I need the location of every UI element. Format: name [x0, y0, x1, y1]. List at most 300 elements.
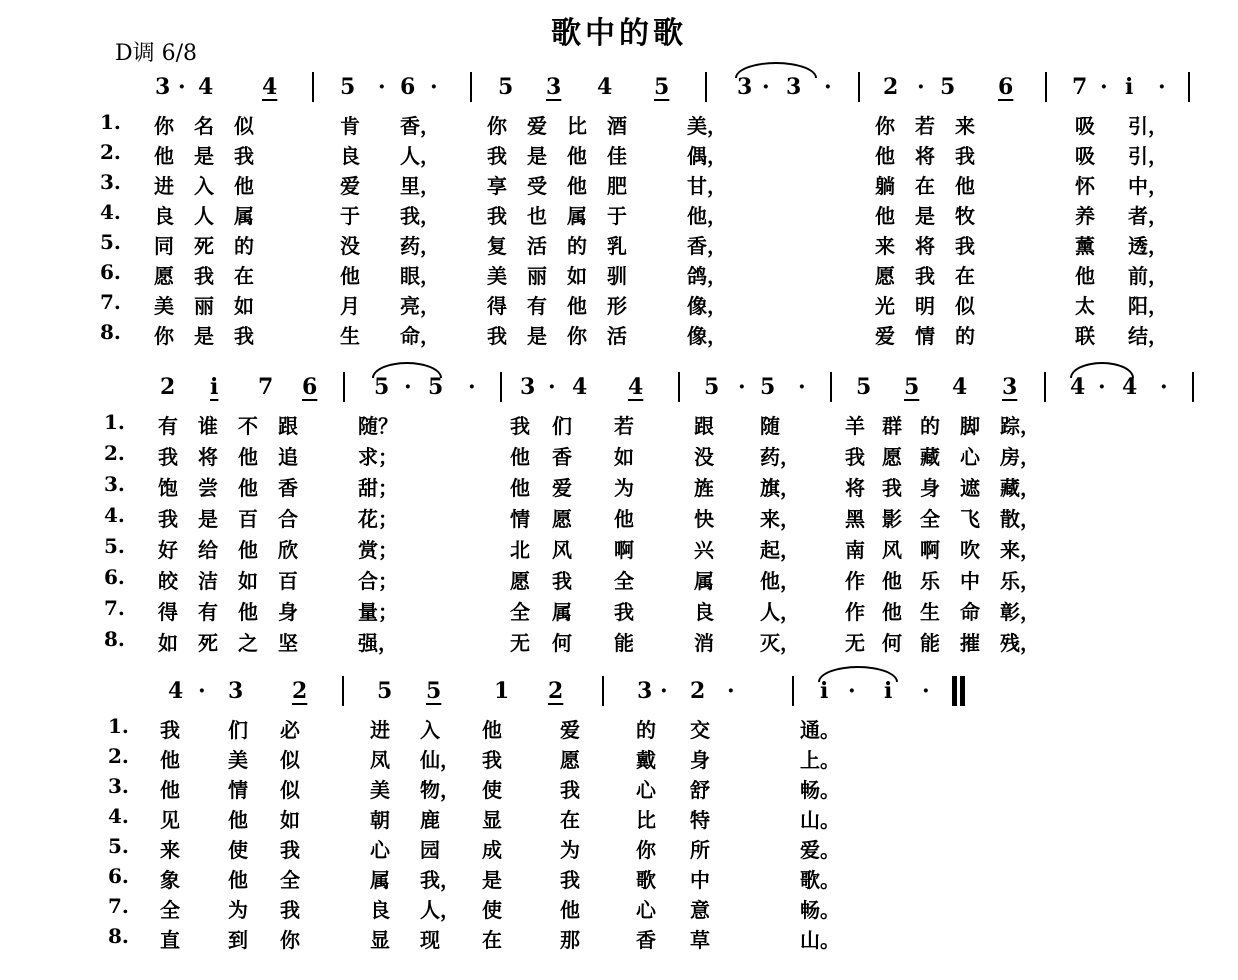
lyric-char: 将 — [915, 234, 935, 258]
lyric-char: 追 — [278, 445, 298, 469]
lyric-char: 使 — [228, 838, 248, 862]
note: 5 — [377, 678, 393, 704]
duration-dot: · — [922, 678, 930, 704]
tie-slur — [1070, 362, 1134, 378]
lyric-char: 明 — [915, 294, 935, 318]
notation-line-3 — [0, 678, 1238, 706]
lyric-line — [0, 410, 1238, 438]
lyric-line — [0, 894, 1238, 922]
lyric-char: 他 — [560, 898, 580, 922]
lyric-char: 愿 — [875, 264, 895, 288]
lyric-char: 像， — [687, 294, 727, 318]
lyric-char: 啊 — [614, 538, 634, 562]
duration-dot: · — [468, 374, 476, 400]
verse-number: 3. — [104, 472, 125, 496]
lyric-char: 命 — [960, 600, 980, 624]
verse-number: 1. — [100, 110, 121, 134]
verse-number: 1. — [108, 714, 129, 738]
lyric-char: 佳 — [607, 144, 627, 168]
note: 5 — [940, 74, 956, 100]
lyric-char: 乐， — [1000, 569, 1040, 593]
lyric-char: 风 — [882, 538, 902, 562]
lyric-char: 我 — [955, 234, 975, 258]
lyric-char: 我 — [234, 144, 254, 168]
lyric-char: 使 — [482, 778, 502, 802]
lyric-char: 脚 — [960, 414, 980, 438]
lyric-char: 跟 — [694, 414, 714, 438]
lyric-char: 他 — [482, 718, 502, 742]
lyric-line — [0, 200, 1238, 228]
lyric-char: 他 — [228, 808, 248, 832]
lyric-char: 似 — [234, 114, 254, 138]
lyric-char: 的 — [234, 234, 254, 258]
lyric-char: 如 — [234, 294, 254, 318]
lyric-line — [0, 290, 1238, 318]
verse-number: 6. — [104, 565, 125, 589]
lyric-char: 为 — [228, 898, 248, 922]
verse-number: 8. — [104, 627, 125, 651]
lyric-char: 人， — [400, 144, 440, 168]
lyric-char: 情 — [228, 778, 248, 802]
lyric-char: 影 — [882, 507, 902, 531]
lyric-char: 美 — [228, 748, 248, 772]
lyric-line — [0, 924, 1238, 952]
lyric-char: 是 — [527, 324, 547, 348]
lyric-char: 属 — [694, 569, 714, 593]
lyric-line — [0, 834, 1238, 862]
lyric-char: 得 — [487, 294, 507, 318]
lyric-char: 乳 — [607, 234, 627, 258]
lyric-char: 甘， — [687, 174, 727, 198]
lyric-char: 偶， — [687, 144, 727, 168]
lyric-char: 风 — [552, 538, 572, 562]
lyric-char: 坚 — [278, 631, 298, 655]
lyric-char: 活 — [607, 324, 627, 348]
lyric-char: 名 — [194, 114, 214, 138]
lyric-char: 为 — [614, 476, 634, 500]
note: 6 — [400, 74, 416, 100]
lyric-char: 使 — [482, 898, 502, 922]
lyric-char: 你 — [280, 928, 300, 952]
barline — [342, 676, 344, 706]
barline — [343, 372, 345, 402]
note: 5 — [374, 374, 390, 400]
lyric-char: 我 — [915, 264, 935, 288]
lyric-char: 的 — [567, 234, 587, 258]
note: 3 — [737, 74, 753, 100]
duration-dot: · — [727, 678, 735, 704]
lyric-char: 你 — [154, 324, 174, 348]
lyric-char: 如 — [567, 264, 587, 288]
lyric-char: 显 — [370, 928, 390, 952]
lyric-char: 是 — [527, 144, 547, 168]
lyric-char: 残， — [1000, 631, 1040, 655]
lyric-char: 像， — [687, 324, 727, 348]
note: 3 — [155, 74, 171, 100]
lyric-char: 眼， — [400, 264, 440, 288]
lyric-char: 属 — [234, 204, 254, 228]
duration-dot: · — [1158, 74, 1166, 100]
note: 5 — [426, 678, 442, 704]
lyric-char: 园 — [420, 838, 440, 862]
lyric-char: 交 — [690, 718, 710, 742]
lyric-char: 他 — [567, 294, 587, 318]
lyric-char: 命， — [400, 324, 440, 348]
lyric-char: 仙， — [420, 748, 460, 772]
duration-dot: · — [1098, 374, 1106, 400]
lyric-char: 跟 — [278, 414, 298, 438]
lyric-char: 你 — [875, 114, 895, 138]
lyric-char: 皎 — [158, 569, 178, 593]
lyric-char: 身 — [920, 476, 940, 500]
lyric-char: 中 — [690, 868, 710, 892]
lyric-char: 是 — [482, 868, 502, 892]
lyric-char: 将 — [198, 445, 218, 469]
lyric-char: 人 — [194, 204, 214, 228]
song-title: 歌中的歌 — [551, 16, 687, 51]
lyric-char: 我 — [194, 264, 214, 288]
lyric-char: 全 — [920, 507, 940, 531]
duration-dot: · — [178, 74, 186, 100]
lyric-char: 在 — [234, 264, 254, 288]
lyric-char: 他 — [154, 144, 174, 168]
duration-dot: · — [404, 374, 412, 400]
duration-dot: · — [824, 74, 832, 100]
lyric-char: 愿 — [560, 748, 580, 772]
lyric-char: 复 — [487, 234, 507, 258]
verse-number: 5. — [108, 834, 129, 858]
verse-number: 4. — [104, 503, 125, 527]
lyric-char: 房， — [1000, 445, 1040, 469]
verse-number: 6. — [108, 864, 129, 888]
lyric-char: 将 — [845, 476, 865, 500]
duration-dot: · — [1100, 74, 1108, 100]
lyric-char: 起， — [760, 538, 800, 562]
lyric-char: 我 — [487, 144, 507, 168]
lyric-char: 来， — [1000, 538, 1040, 562]
lyric-char: 前， — [1128, 264, 1168, 288]
lyric-char: 合； — [358, 569, 398, 593]
lyric-char: 全 — [614, 569, 634, 593]
lyric-char: 所 — [690, 838, 710, 862]
verse-number: 5. — [104, 534, 125, 558]
note: 3 — [1002, 374, 1018, 400]
verse-number: 6. — [100, 260, 121, 284]
verse-number: 4. — [100, 200, 121, 224]
lyric-char: 药， — [760, 445, 800, 469]
lyric-char: 兴 — [694, 538, 714, 562]
lyric-char: 我， — [420, 868, 460, 892]
lyric-char: 太 — [1075, 294, 1095, 318]
barline — [1045, 72, 1047, 102]
barline — [500, 372, 502, 402]
lyric-char: 比 — [567, 114, 587, 138]
lyric-char: 欣 — [278, 538, 298, 562]
lyric-char: 我 — [482, 748, 502, 772]
lyric-char: 山。 — [800, 808, 840, 832]
final-barline — [952, 676, 957, 706]
barline — [792, 676, 794, 706]
lyric-char: 躺 — [875, 174, 895, 198]
note: 2 — [883, 74, 899, 100]
lyric-char: 若 — [614, 414, 634, 438]
lyric-char: 我 — [280, 898, 300, 922]
lyric-char: 若 — [915, 114, 935, 138]
barline — [312, 72, 314, 102]
duration-dot: · — [738, 374, 746, 400]
lyric-char: 爱 — [552, 476, 572, 500]
verse-number: 3. — [108, 774, 129, 798]
lyric-char: 爱。 — [800, 838, 840, 862]
lyric-char: 他， — [687, 204, 727, 228]
note: 2 — [690, 678, 706, 704]
lyric-char: 意 — [690, 898, 710, 922]
lyric-char: 他 — [238, 476, 258, 500]
lyric-char: 散， — [1000, 507, 1040, 531]
lyric-char: 进 — [370, 718, 390, 742]
note: 3 — [228, 678, 244, 704]
lyric-char: 生 — [920, 600, 940, 624]
lyric-char: 结， — [1128, 324, 1168, 348]
lyric-char: 成 — [482, 838, 502, 862]
lyric-char: 中 — [960, 569, 980, 593]
lyric-char: 在 — [915, 174, 935, 198]
lyric-char: 草 — [690, 928, 710, 952]
note: 2 — [292, 678, 308, 704]
lyric-char: 藏 — [920, 445, 940, 469]
lyric-char: 为 — [560, 838, 580, 862]
duration-dot: · — [848, 678, 856, 704]
note: 4 — [1070, 374, 1086, 400]
lyric-char: 者， — [1128, 204, 1168, 228]
lyric-char: 联 — [1075, 324, 1095, 348]
duration-dot: · — [798, 374, 806, 400]
lyric-char: 似 — [280, 778, 300, 802]
note: 5 — [498, 74, 514, 100]
tie-slur — [372, 362, 442, 378]
lyric-char: 似 — [280, 748, 300, 772]
duration-dot: · — [1160, 374, 1168, 400]
lyric-char: 有 — [527, 294, 547, 318]
lyric-char: 美， — [687, 114, 727, 138]
note: 5 — [340, 74, 356, 100]
lyric-char: 良 — [340, 144, 360, 168]
lyric-char: 在 — [560, 808, 580, 832]
lyric-char: 百 — [238, 507, 258, 531]
lyric-char: 驯 — [607, 264, 627, 288]
lyric-char: 他 — [510, 445, 530, 469]
duration-dot: · — [198, 678, 206, 704]
lyric-line — [0, 534, 1238, 562]
lyric-char: 死 — [198, 631, 218, 655]
lyric-char: 他 — [510, 476, 530, 500]
lyric-char: 怀 — [1075, 174, 1095, 198]
lyric-char: 他 — [160, 748, 180, 772]
lyric-char: 我 — [487, 204, 507, 228]
lyric-char: 我 — [552, 569, 572, 593]
lyric-char: 北 — [510, 538, 530, 562]
lyric-char: 受 — [527, 174, 547, 198]
lyric-char: 活 — [527, 234, 547, 258]
lyric-char: 香， — [687, 234, 727, 258]
lyric-char: 人， — [760, 600, 800, 624]
barline — [602, 676, 604, 706]
lyric-line — [0, 864, 1238, 892]
lyric-char: 在 — [482, 928, 502, 952]
lyric-char: 他 — [875, 204, 895, 228]
verse-number: 7. — [104, 596, 125, 620]
lyric-line — [0, 110, 1238, 138]
lyric-line — [0, 503, 1238, 531]
lyric-line — [0, 565, 1238, 593]
lyric-char: 何 — [552, 631, 572, 655]
note: 4 — [198, 74, 214, 100]
lyric-char: 特 — [690, 808, 710, 832]
lyric-char: 南 — [845, 538, 865, 562]
lyric-char: 引， — [1128, 114, 1168, 138]
lyric-char: 飞 — [960, 507, 980, 531]
lyric-line — [0, 260, 1238, 288]
lyric-char: 我 — [158, 445, 178, 469]
note: 4 — [628, 374, 644, 400]
lyric-char: 于 — [340, 204, 360, 228]
lyric-char: 我 — [158, 507, 178, 531]
barline — [678, 372, 680, 402]
barline — [470, 72, 472, 102]
lyric-char: 他 — [882, 569, 902, 593]
lyric-char: 作 — [845, 569, 865, 593]
lyric-char: 情 — [915, 324, 935, 348]
note: i — [884, 678, 893, 704]
lyric-char: 心 — [636, 778, 656, 802]
lyric-char: 愿 — [154, 264, 174, 288]
lyric-char: 香 — [552, 445, 572, 469]
lyric-char: 爱 — [875, 324, 895, 348]
verse-number: 2. — [108, 744, 129, 768]
lyric-char: 香 — [636, 928, 656, 952]
verse-number: 8. — [100, 320, 121, 344]
duration-dot: · — [548, 374, 556, 400]
lyric-char: 消 — [694, 631, 714, 655]
lyric-char: 量； — [358, 600, 398, 624]
lyric-char: 他 — [567, 144, 587, 168]
lyric-char: 中， — [1128, 174, 1168, 198]
note: 3 — [546, 74, 562, 100]
lyric-char: 吹 — [960, 538, 980, 562]
lyric-char: 他 — [238, 445, 258, 469]
lyric-char: 入 — [194, 174, 214, 198]
lyric-char: 遮 — [960, 476, 980, 500]
note: 4 — [572, 374, 588, 400]
lyric-char: 月 — [340, 294, 360, 318]
lyric-char: 肥 — [607, 174, 627, 198]
lyric-char: 你 — [154, 114, 174, 138]
note: 3 — [786, 74, 802, 100]
barline — [1044, 372, 1046, 402]
lyric-line — [0, 804, 1238, 832]
lyric-char: 全 — [160, 898, 180, 922]
barline — [705, 72, 707, 102]
lyric-char: 你 — [567, 324, 587, 348]
lyric-char: 的 — [955, 324, 975, 348]
lyric-char: 我 — [510, 414, 530, 438]
lyric-char: 死 — [194, 234, 214, 258]
note: 7 — [258, 374, 274, 400]
verse-number: 1. — [104, 410, 125, 434]
lyric-char: 那 — [560, 928, 580, 952]
lyric-char: 上。 — [800, 748, 840, 772]
lyric-char: 藏， — [1000, 476, 1040, 500]
note: 4 — [262, 74, 278, 100]
lyric-char: 心 — [960, 445, 980, 469]
lyric-line — [0, 714, 1238, 742]
barline — [1192, 372, 1194, 402]
lyric-char: 同 — [154, 234, 174, 258]
lyric-char: 我 — [955, 144, 975, 168]
lyric-char: 将 — [915, 144, 935, 168]
lyric-char: 朝 — [370, 808, 390, 832]
note: 3 — [637, 678, 653, 704]
lyric-char: 心 — [370, 838, 390, 862]
lyric-char: 显 — [482, 808, 502, 832]
lyric-char: 香， — [400, 114, 440, 138]
lyric-char: 畅。 — [800, 898, 840, 922]
lyric-char: 凤 — [370, 748, 390, 772]
lyric-char: 亮， — [400, 294, 440, 318]
note: i — [1125, 74, 1134, 100]
lyric-char: 他 — [234, 174, 254, 198]
lyric-char: 好 — [158, 538, 178, 562]
lyric-char: 来 — [955, 114, 975, 138]
lyric-char: 酒 — [607, 114, 627, 138]
note: 5 — [856, 374, 872, 400]
lyric-char: 赏； — [358, 538, 398, 562]
lyric-char: 似 — [955, 294, 975, 318]
lyric-char: 舒 — [690, 778, 710, 802]
lyric-char: 群 — [882, 414, 902, 438]
lyric-char: 他 — [875, 144, 895, 168]
lyric-char: 见 — [160, 808, 180, 832]
lyric-char: 生 — [340, 324, 360, 348]
lyric-char: 爱 — [340, 174, 360, 198]
verse-number: 3. — [100, 170, 121, 194]
lyric-char: 畅。 — [800, 778, 840, 802]
lyric-char: 身 — [690, 748, 710, 772]
verse-number: 2. — [104, 441, 125, 465]
lyric-char: 之 — [238, 631, 258, 655]
lyric-line — [0, 627, 1238, 655]
note: 5 — [428, 374, 444, 400]
lyric-line — [0, 230, 1238, 258]
note: 5 — [904, 374, 920, 400]
tie-slur — [818, 666, 898, 682]
duration-dot: · — [378, 74, 386, 100]
lyric-char: 得 — [158, 600, 178, 624]
lyric-char: 随？ — [358, 414, 398, 438]
lyric-char: 你 — [487, 114, 507, 138]
lyric-line — [0, 774, 1238, 802]
lyric-char: 求； — [358, 445, 398, 469]
lyric-char: 身 — [278, 600, 298, 624]
lyric-char: 能 — [614, 631, 634, 655]
note: i — [210, 374, 219, 400]
note: 6 — [998, 74, 1014, 100]
lyric-char: 我 — [560, 868, 580, 892]
lyric-char: 药， — [400, 234, 440, 258]
lyric-char: 牧 — [955, 204, 975, 228]
lyric-char: 不 — [238, 414, 258, 438]
lyric-char: 快 — [694, 507, 714, 531]
